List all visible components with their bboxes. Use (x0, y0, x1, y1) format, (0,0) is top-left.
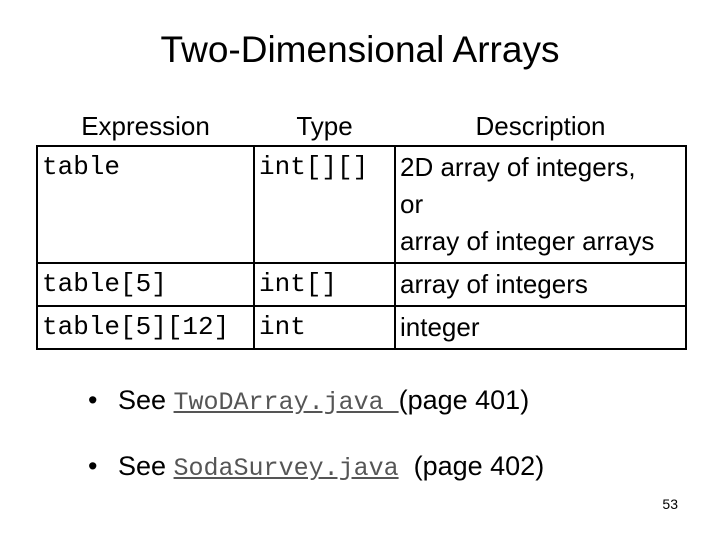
header-description: Description (475, 111, 606, 141)
bullet-item-sodasurvey (88, 446, 708, 486)
expression-cell: table (37, 146, 254, 263)
bullet-list (88, 380, 708, 486)
description-line: 2D array of integers, (400, 152, 636, 182)
bullet-prefix: See (118, 451, 174, 481)
twodarray-link[interactable]: TwoDArray.java (173, 388, 399, 417)
description-line: array of integer arrays (400, 226, 655, 256)
expression-cell: table[5][12] (37, 306, 254, 349)
slide-title: Two-Dimensional Arrays (160, 29, 560, 70)
bullet-marker: • (88, 451, 98, 481)
type-cell: int (254, 306, 395, 349)
bullet-marker: • (88, 385, 98, 415)
description-line: integer (400, 312, 480, 342)
header-expression: Expression (81, 111, 210, 141)
arrays-table (36, 107, 687, 350)
description-cell (395, 263, 686, 306)
type-cell: int[][] (254, 146, 395, 263)
page-number: 53 (662, 496, 678, 512)
table-row (37, 263, 686, 306)
header-type: Type (296, 111, 353, 141)
table-header-row (37, 107, 686, 146)
bullet-prefix: See (118, 385, 174, 415)
bullet-item-twodarray (88, 380, 708, 420)
expression-cell: table[5] (37, 263, 254, 306)
type-cell: int[] (254, 263, 395, 306)
bullet-suffix: (page 401) (398, 385, 530, 415)
bullet-suffix: (page 402) (398, 451, 545, 481)
description-line: or (400, 189, 424, 219)
sodasurvey-link[interactable]: SodaSurvey.java (173, 454, 399, 483)
table-row (37, 306, 686, 349)
description-line: array of integers (400, 269, 588, 299)
table-row (37, 146, 686, 263)
description-cell (395, 146, 686, 263)
description-cell (395, 306, 686, 349)
